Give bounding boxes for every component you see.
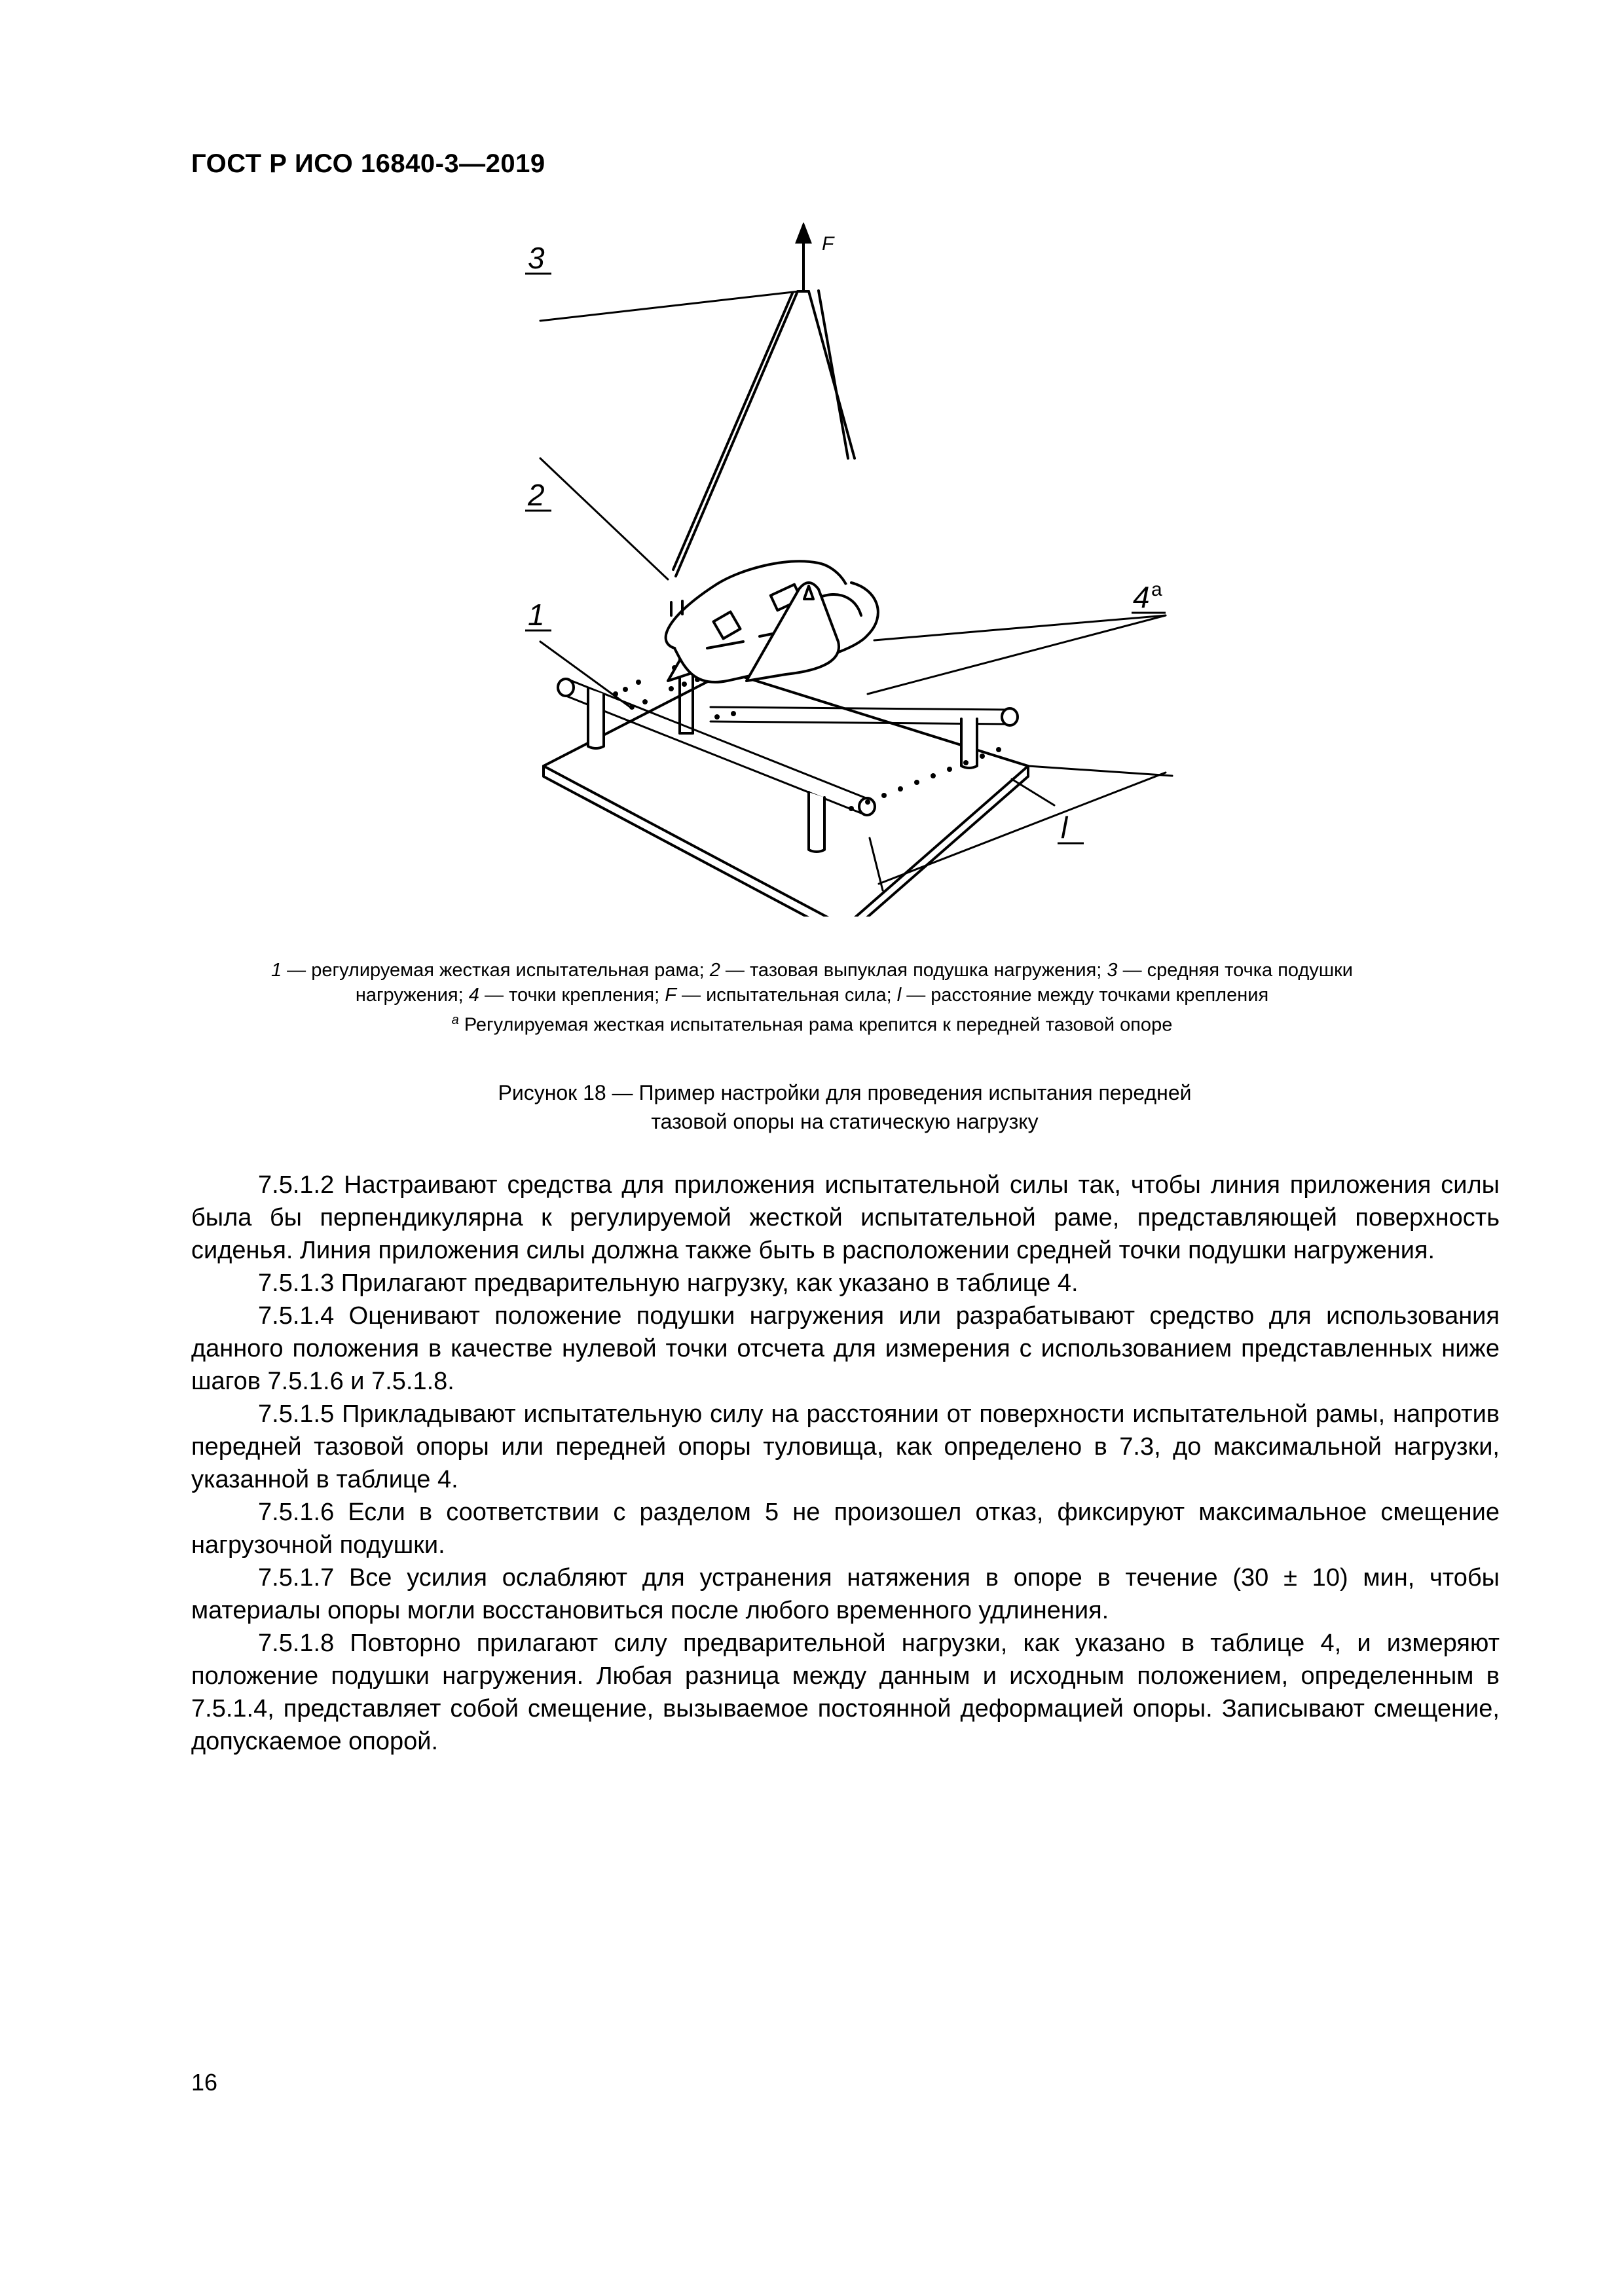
leg-front-left [588, 689, 604, 748]
wire-right-2 [809, 291, 855, 458]
legend-footnote: $^a$ Регулируемая жесткая испытательная рама крепится к передней тазовой опоре [451, 1013, 1173, 1036]
paragraph-7-5-1-5: 7.5.1.5 Прикладывают испытательную силу на расстоянии от поверхности испытательной рамы, напротив передней тазовой опоры или передней опоры туловища, как определено в 7.3, до максимальной нагрузки, указанной в таблице 4. [191, 1400, 1500, 1493]
leader-3 [540, 291, 799, 321]
legend-line-2: нагружения; 4 — точки крепления; F — испытательная сила; l — расстояние между точками крепления [355, 985, 1269, 1006]
paragraph-7-5-1-4: 7.5.1.4 Оценивают положение подушки нагружения или разрабатывают средство для использования данного положения в качестве нулевой точки отсчета для измерения с использованием представленных ниже шагов 7.5.1.6 и 7.5.1.8. [191, 1302, 1500, 1395]
leader-2 [540, 458, 668, 579]
wire-left [676, 291, 809, 576]
label-4: 4 [1133, 580, 1150, 614]
figure-legend [164, 958, 1460, 1038]
rod-front-end-left [558, 679, 574, 696]
legend-line-1: 1 — регулируемая жесткая испытательная рама; 2 — тазовая выпуклая подушка нагружения; 3 — средняя точка подушки [270, 960, 1353, 981]
footnote-mark: a [451, 1013, 459, 1027]
force-arrow [797, 225, 810, 291]
label-4-note: a [1151, 579, 1162, 600]
rod-back-end [1002, 708, 1018, 725]
label-1: 1 [528, 598, 545, 632]
label-2: 2 [528, 478, 545, 512]
paragraph-7-5-1-6: 7.5.1.6 Если в соответствии с разделом 5 не произошел отказ, фиксируют максимальное смещение нагрузочной подушки. [191, 1499, 1500, 1559]
wire-right [673, 291, 848, 570]
label-force: F [822, 233, 834, 255]
paragraph-7-5-1-2: 7.5.1.2 Настраивают средства для приложения испытательной силы так, чтобы линия приложения силы была бы перпендикулярна к регулируемой жесткой испытательной раме, представляющей поверхность сиденья. Линия приложения силы должна также быть в расположении средней точки подушки нагружения. [191, 1171, 1500, 1264]
paragraph-7-5-1-3: 7.5.1.3 Прилагают предварительную нагрузку, как указано в таблице 4. [258, 1269, 1079, 1297]
test-setup-illustration [511, 223, 1179, 917]
body-text [191, 1169, 1500, 1758]
page-number: 16 [191, 2069, 218, 2096]
leg-back-right [961, 719, 977, 768]
leg-front-right [809, 792, 824, 852]
paragraph-7-5-1-8: 7.5.1.8 Повторно прилагают силу предварительной нагрузки, как указано в таблице 4, и измеряют положение подушки нагружения. Любая разница между данным и исходным положением, определенным в 7.5.1.4, представляет собой смещение, вызываемое постоянной деформацией опоры. Записывают смещение, допускаемое опорой. [191, 1630, 1500, 1755]
label-distance: l [1061, 811, 1068, 845]
figure-18-drawing [511, 223, 1179, 917]
paragraph-7-5-1-7: 7.5.1.7 Все усилия ослабляют для устранения натяжения в опоре в течение (30 ± 10) мин, чтобы материалы опоры могли восстановиться после любого временного удлинения. [191, 1564, 1500, 1624]
figure-caption: Рисунок 18 — Пример настройки для проведения испытания передней тазовой опоры на статическую нагрузку [498, 1081, 1192, 1133]
label-3: 3 [528, 241, 545, 275]
leader-1 [540, 642, 632, 708]
document-header: ГОСТ Р ИСО 16840-3—2019 [191, 149, 545, 178]
